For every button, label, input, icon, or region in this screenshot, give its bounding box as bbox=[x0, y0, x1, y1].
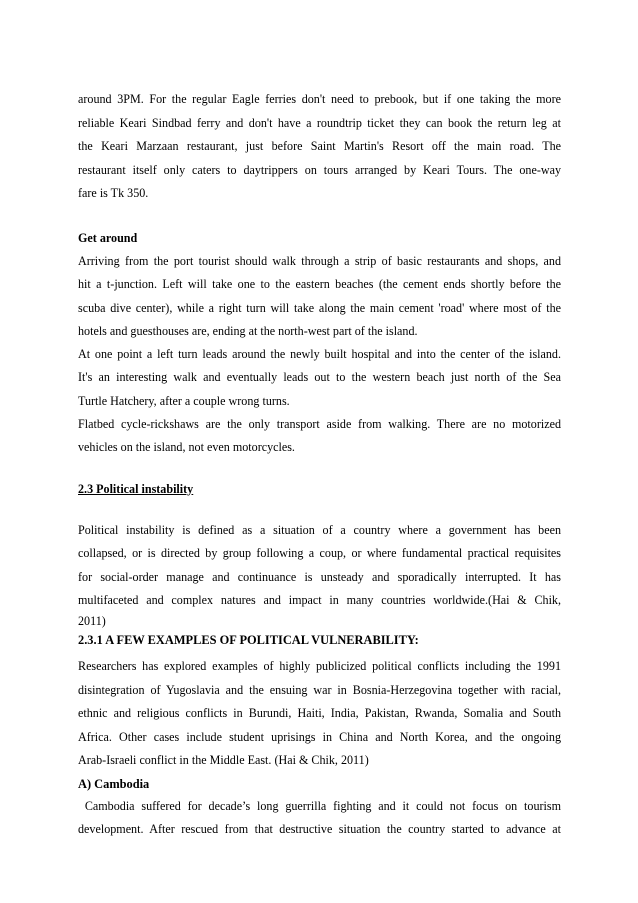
text-line: reliable Keari Sindbad ferry and don't have a roundtrip ticket they can book the return leg at bbox=[78, 115, 561, 130]
text-line: hotels and guesthouses are, ending at the north-west part of the island. bbox=[78, 323, 418, 338]
get-around-heading: Get around bbox=[78, 230, 138, 245]
text-line: development. After rescued from that destructive situation the country started to advance at bbox=[78, 822, 561, 837]
text-line: vehicles on the island, not even motorcycles. bbox=[78, 440, 295, 455]
text-line: Africa. Other cases include student uprisings in China and North Korea, and the ongoing bbox=[78, 729, 561, 744]
text-line: At one point a left turn leads around the newly built hospital and into the center of the island. bbox=[78, 347, 561, 362]
text-line: Researchers has explored examples of highly publicized political conflicts including the 1991 bbox=[78, 659, 561, 674]
text-line: Political instability is defined as a situation of a country where a government has been bbox=[78, 522, 561, 537]
cambodia-paragraph bbox=[78, 795, 561, 842]
text-line: 2011) bbox=[78, 614, 106, 629]
text-line: restaurant itself only caters to daytrippers on tours arranged by Keari Tours. The one-way bbox=[78, 162, 561, 177]
text-line: It's an interesting walk and eventually leads out to the western beach just north of the Sea bbox=[78, 370, 561, 385]
text-line: fare is Tk 350. bbox=[78, 186, 149, 201]
examples-paragraph bbox=[78, 655, 561, 773]
text-line: hit a t-junction. Left will take one to the eastern beaches (the cement ends shortly before the bbox=[78, 277, 561, 292]
text-line: Arriving from the port tourist should walk through a strip of basic restaurants and shops, and bbox=[78, 253, 561, 268]
text-line: multifaceted and complex natures and impact in many countries worldwide.(Hai & Chik, bbox=[78, 593, 561, 608]
text-line: collapsed, or is directed by group following a coup, or where fundamental practical requisites bbox=[78, 546, 561, 561]
text-line: Flatbed cycle-rickshaws are the only transport aside from walking. There are no motorized bbox=[78, 417, 561, 432]
text-line: around 3PM. For the regular Eagle ferries don't need to prebook, but if one taking the more bbox=[78, 92, 561, 106]
text-line: disintegration of Yugoslavia and the ensuing war in Bosnia-Herzegovina together with racial, bbox=[78, 682, 561, 697]
text-line: the Keari Marzaan restaurant, just before Saint Martin's Resort off the main road. The bbox=[78, 139, 561, 154]
document-page bbox=[78, 88, 561, 842]
section-heading: 2.3 Political instability bbox=[78, 481, 194, 496]
political-paragraph bbox=[78, 519, 561, 629]
text-line: Arab-Israeli conflict in the Middle East. (Hai & Chik, 2011) bbox=[78, 753, 369, 768]
text-line: scuba dive center), while a right turn will take along the main cement 'road' where most of the bbox=[78, 300, 561, 315]
get-around-paragraph bbox=[78, 250, 561, 460]
subsection-heading: 2.3.1 A FEW EXAMPLES OF POLITICAL VULNERABILITY: bbox=[78, 633, 419, 648]
text-line: Turtle Hatchery, after a couple wrong turns. bbox=[78, 393, 290, 408]
cambodia-heading: A) Cambodia bbox=[78, 776, 150, 791]
intro-paragraph bbox=[78, 88, 561, 206]
text-line: Cambodia suffered for decade’s long guerrilla fighting and it could not focus on tourism bbox=[78, 798, 561, 813]
text-line: for social-order manage and continuance is unsteady and sporadically interrupted. It has bbox=[78, 569, 561, 584]
text-line: ethnic and religious conflicts in Burundi, Haiti, India, Pakistan, Rwanda, Somalia and South bbox=[78, 706, 561, 721]
